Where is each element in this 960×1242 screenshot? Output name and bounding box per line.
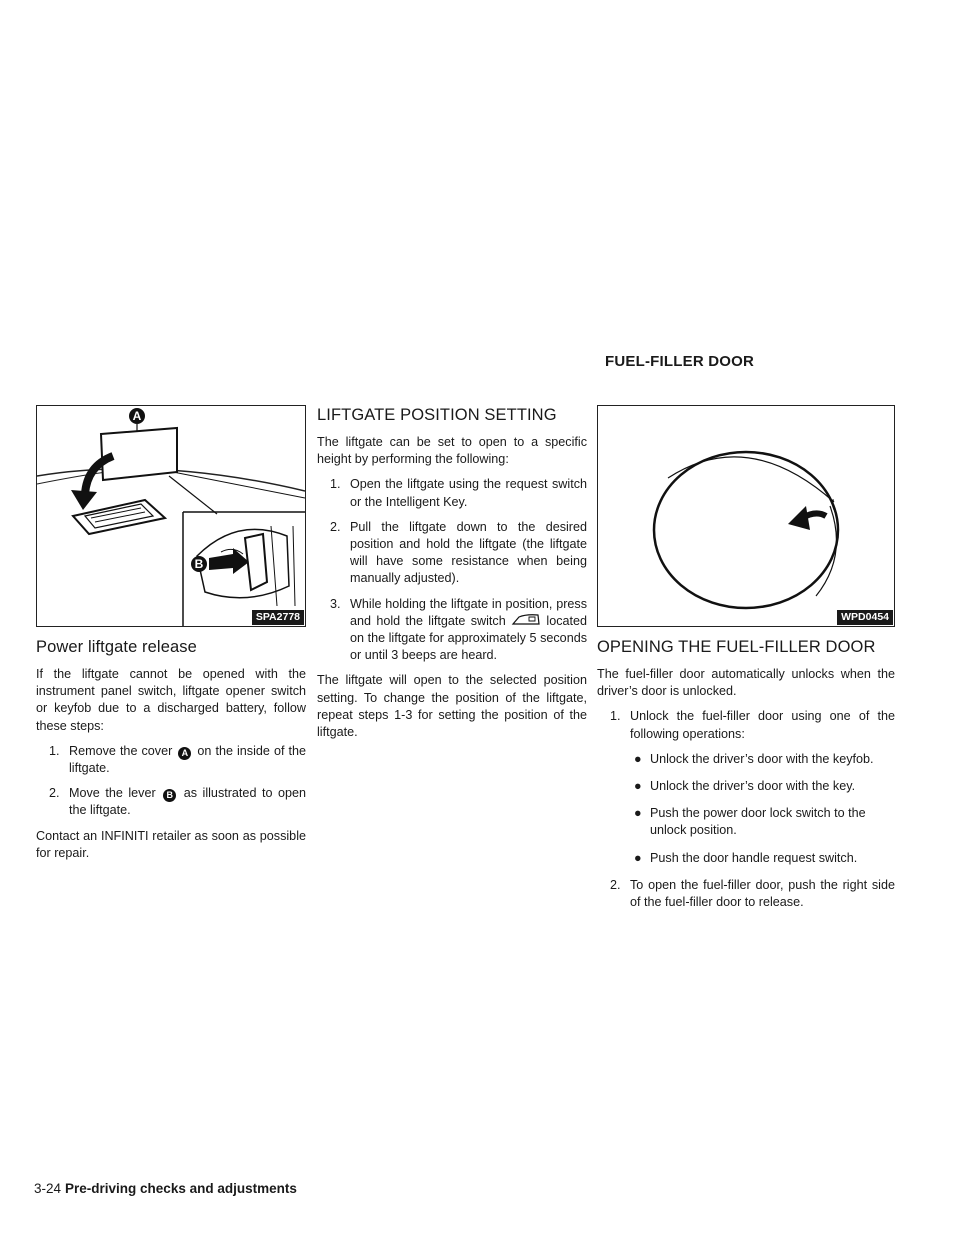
page-footer bbox=[34, 1181, 297, 1196]
steps-list bbox=[597, 708, 895, 911]
paragraph-intro: The liftgate can be set to open to a specific height by performing the following: bbox=[317, 435, 587, 467]
callout-a-icon: A bbox=[178, 747, 191, 760]
step-item: 1. Unlock the fuel-filler door using one of the following operations: ● Unlock the driver’s door with the keyfob. ● Unlock the driver’s door with the key. ● Push the power door lock switch to the unlock position. ● Push the door handle request switch. bbox=[597, 708, 895, 866]
step-item: 3. While holding the liftgate in position, press and hold the liftgate switch located on the liftgate for approximately 5 seconds or until 3 beeps are heard. bbox=[330, 596, 588, 663]
step-item: 2. Pull the liftgate down to the desired position and hold the liftgate (the liftgate will have some resistance when being manually adjusted). bbox=[330, 519, 587, 586]
liftgate-illustration bbox=[37, 406, 305, 626]
heading-power-liftgate-release: Power liftgate release bbox=[36, 638, 197, 656]
figure-code: WPD0454 bbox=[837, 610, 893, 625]
figure-callout-b: B bbox=[194, 557, 204, 571]
fuel-door-illustration bbox=[598, 406, 894, 626]
paragraph-closing: The liftgate will open to the selected position setting. To change the position of the liftgate, repeat steps 1-3 for setting the position of the liftgate. bbox=[317, 673, 587, 740]
heading-opening-fuel-filler-door: OPENING THE FUEL-FILLER DOOR bbox=[597, 638, 876, 656]
figure-fuel-filler-door bbox=[597, 405, 895, 627]
steps-list bbox=[317, 476, 587, 664]
steps-list bbox=[36, 743, 306, 820]
liftgate-switch-icon bbox=[511, 613, 541, 627]
step-item: 1. Open the liftgate using the request switch or the Intelligent Key. bbox=[330, 477, 587, 509]
figure-callout-a: A bbox=[132, 409, 142, 423]
figure-code: SPA2778 bbox=[252, 610, 304, 625]
list-item: ● Push the power door lock switch to the unlock position. bbox=[634, 806, 866, 838]
paragraph-intro: If the liftgate cannot be opened with the instrument panel switch, liftgate opener switch or keyfob due to a discharged battery, follow these steps: bbox=[36, 667, 306, 733]
figure-liftgate-release bbox=[36, 405, 306, 627]
heading-liftgate-position-setting: LIFTGATE POSITION SETTING bbox=[317, 406, 557, 424]
operations-list bbox=[630, 751, 895, 867]
section-title: FUEL-FILLER DOOR bbox=[605, 353, 755, 370]
page-number: 3-24 bbox=[34, 1181, 62, 1196]
column-liftgate-position bbox=[317, 405, 587, 749]
step-item: 1. Remove the cover A on the inside of the liftgate. bbox=[49, 743, 306, 776]
list-item: ● Unlock the driver’s door with the keyfob. bbox=[634, 751, 874, 766]
column-fuel-filler-door bbox=[597, 405, 895, 919]
paragraph-intro: The fuel-filler door automatically unlocks when the driver’s door is unlocked. bbox=[597, 667, 895, 699]
list-item: ● Unlock the driver’s door with the key. bbox=[634, 779, 856, 794]
column-power-liftgate bbox=[36, 405, 306, 870]
step-item: 2. Move the lever B as illustrated to open the liftgate. bbox=[49, 786, 307, 818]
list-item: ● Push the door handle request switch. bbox=[634, 850, 858, 865]
chapter-title: Pre-driving checks and adjustments bbox=[65, 1181, 297, 1196]
callout-b-icon: B bbox=[163, 789, 176, 802]
paragraph-closing: Contact an INFINITI retailer as soon as possible for repair. bbox=[36, 828, 306, 860]
step-item: 2. To open the fuel-filler door, push the right side of the fuel-filler door to release. bbox=[610, 877, 895, 910]
